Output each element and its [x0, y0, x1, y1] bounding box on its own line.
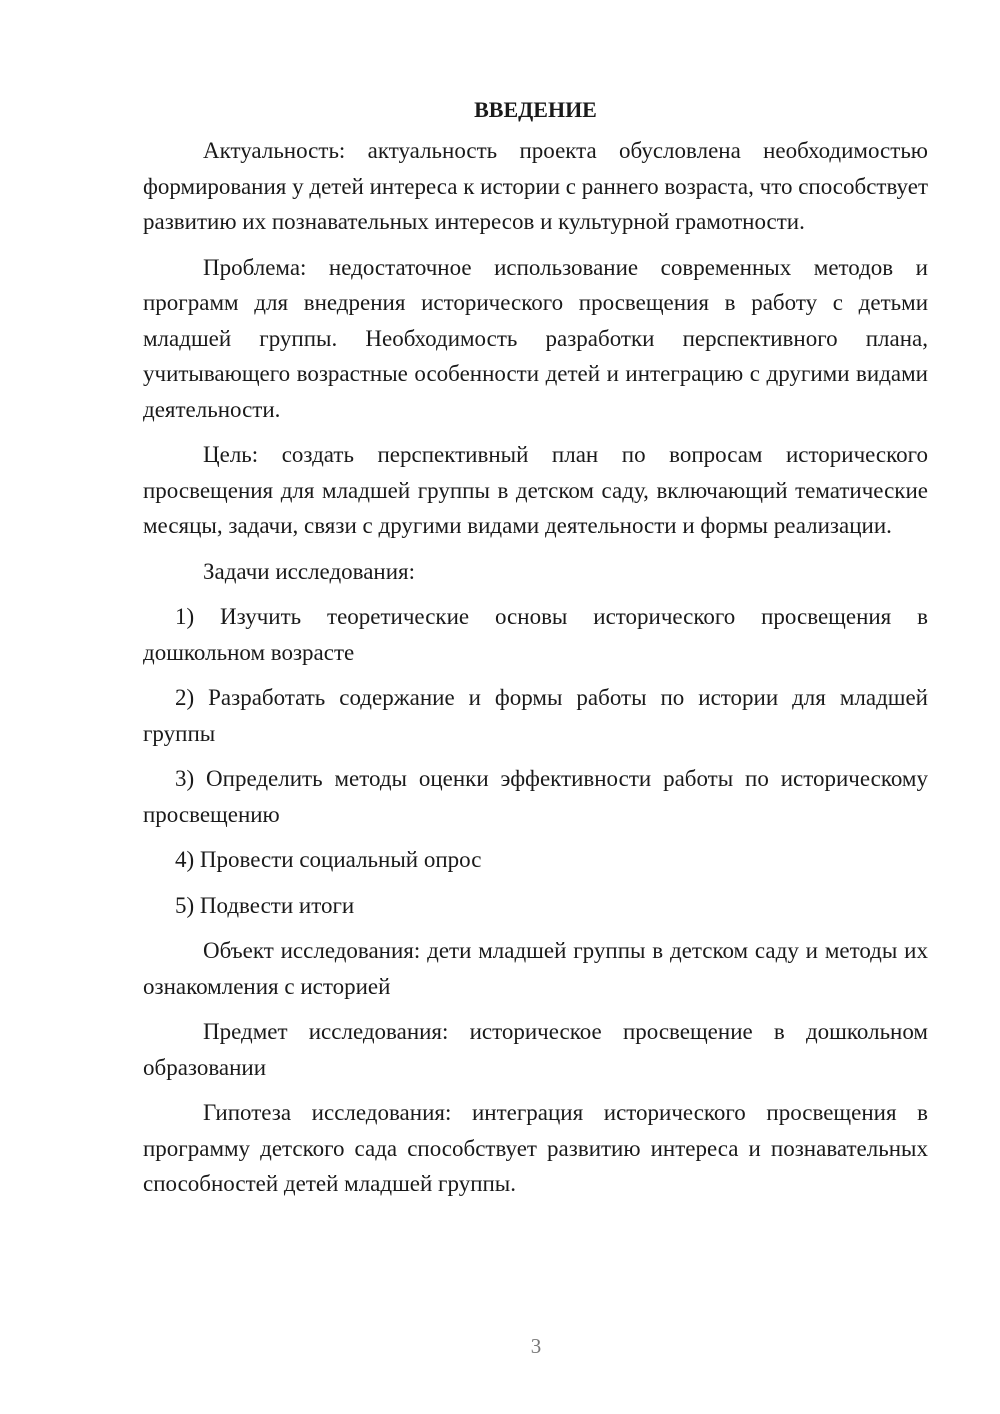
- page-content: [143, 96, 928, 1212]
- task-item-1: 1) Изучить теоретические основы исторического просвещения в дошкольном возрасте: [143, 604, 928, 665]
- section-heading: ВВЕДЕНИЕ: [474, 97, 597, 122]
- hypothesis-paragraph: Гипотеза исследования: интеграция исторического просвещения в программу детского сада способствует развитию интереса и познавательных способностей детей младшей группы.: [143, 1100, 928, 1196]
- tasks-title: Задачи исследования:: [203, 558, 416, 584]
- task-item-3: 3) Определить методы оценки эффективности работы по историческому просвещению: [143, 766, 928, 827]
- object-paragraph: Объект исследования: дети младшей группы в детском саду и методы их ознакомления с историей: [143, 938, 928, 999]
- task-item-5: 5) Подвести итоги: [175, 892, 355, 918]
- task-item-2: 2) Разработать содержание и формы работы по истории для младшей группы: [143, 685, 928, 746]
- page-number: 3: [530, 1334, 542, 1358]
- relevance-paragraph: Актуальность: актуальность проекта обусловлена необходимостью формирования у детей интереса к истории с раннего возраста, что способствует развитию их познавательных интересов и культурной грамотности.: [143, 138, 928, 234]
- goal-paragraph: Цель: создать перспективный план по вопросам исторического просвещения для младшей группы в детском саду, включающий тематические месяцы, задачи, связи с другими видами деятельности и формы реализации.: [143, 442, 928, 538]
- subject-paragraph: Предмет исследования: историческое просвещение в дошкольном образовании: [143, 1019, 928, 1080]
- task-item-4: 4) Провести социальный опрос: [175, 847, 482, 872]
- problem-paragraph: Проблема: недостаточное использование современных методов и программ для внедрения исторического просвещения в работу с детьми младшей группы. Необходимость разработки перспективного плана, учитывающего возрастные особенности детей и интеграцию с другими видами деятельности.: [143, 254, 928, 422]
